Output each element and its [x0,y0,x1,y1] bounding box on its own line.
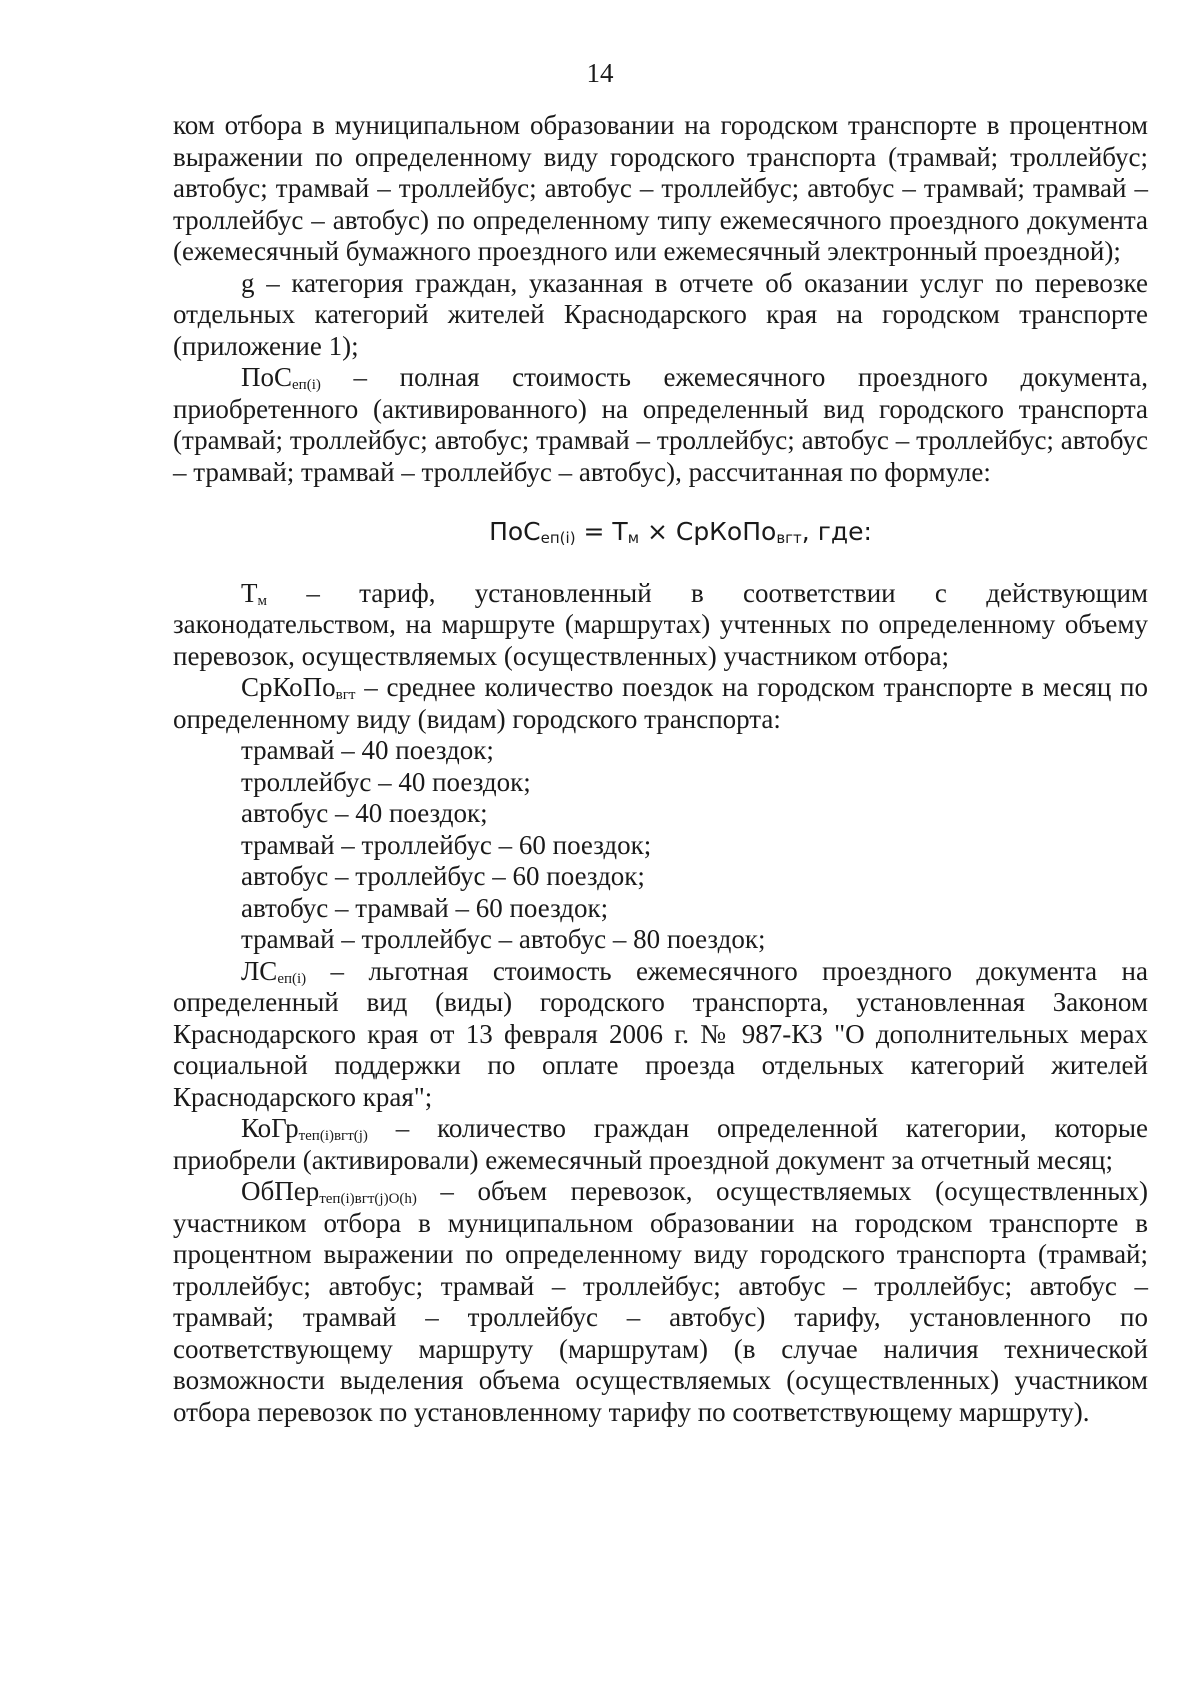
symbol-kogr-subscript: теп(i)вгт(j) [298,1128,368,1144]
formula-lhs-subscript: еп(i) [540,529,576,547]
list-item: автобус – троллейбус – 60 поездок; [241,861,645,891]
symbol-tm-subscript: м [257,592,267,609]
formula-rhs-subscript: вгт [776,529,802,547]
symbol-tm: Т [241,577,258,608]
symbol-kogr: КоГр [241,1113,299,1143]
formula-times: × СрКоПо [639,517,777,546]
list-item: автобус – 40 поездок; [241,798,488,828]
definition-tm [173,578,1148,673]
definition-text: – тариф, установленный в соответствии с действующим законодательством, на маршруте (маршрутах) учтенных по определенному объему перевозок, осуществляемых (осуществленных) участником отбора; [173,577,1148,671]
definition-text: – категория граждан, указанная в отчете об оказании услуг по перевозке отдельных категорий жителей Краснодарского края на городском транспорте (приложение 1); [173,267,1148,361]
list-item: трамвай – 40 поездок; [241,735,494,765]
definition-posep [173,362,1148,488]
page-number: 14 [586,58,614,88]
definition-text: – объем перевозок, осуществляемых (осуществленных) участником отбора в муниципальном образовании на городском транспорте в процентном выражении по определенному виду городского транспорта (трамвай; троллейбус; автобус; трамвай – троллейбус; автобус – троллейбус; автобус – трамвай; трамвай – троллейбус – автобус) тарифу, установленного по соответствующему маршруту (маршрутам) (в случае наличия технической возможности выделения объема осуществляемых (осуществленных) участником отбора перевозок по установленному тарифу по соответствующему маршруту). [173,1176,1148,1427]
symbol-posep-subscript: еп(i) [292,377,321,393]
formula-equals-t: = Т [575,517,628,546]
definition-text: – количество граждан определенной категории, которые приобрели (активировали) ежемесячный проездной документ за отчетный месяц; [173,1113,1148,1175]
formula-lhs: ПоС [489,517,541,546]
formula-t-subscript: м [627,529,640,547]
symbol-obper: ОбПер [241,1176,320,1206]
list-item: троллейбус – 40 поездок; [241,766,531,797]
paragraph-text: ком отбора в муниципальном образовании на городском транспорте в процентном выражении по определенному виду городского транспорта (трамвай; троллейбус; автобус; трамвай – троллейбус; автобус – троллейбус; автобус – трамвай; трамвай – троллейбус – автобус) по определенному типу ежемесячного проездного документа (ежемесячный бумажного проездного или ежемесячный электронный проездной); [173,110,1148,266]
symbol-lsep-subscript: еп(i) [277,970,307,987]
definition-text: – среднее количество поездок на городском транспорте в месяц по определенному виду (видам) городского транспорта: [173,672,1148,734]
symbol-srkopo: СрКоПо [241,672,336,702]
definition-g [173,268,1148,363]
paragraph-continuation [173,110,1148,268]
list-item: трамвай – троллейбус – автобус – 80 поездок; [241,924,766,954]
symbol-lsep: ЛС [241,955,278,986]
trips-list [173,735,1148,956]
definition-kogr [173,1113,1148,1176]
list-item: трамвай – троллейбус – 60 поездок; [241,829,652,860]
formula-tail: , где: [801,517,872,546]
definition-text: – льготная стоимость ежемесячного проездного документа на определенный вид (виды) городского транспорта, установленная Законом Краснодарского края от 13 февраля 2006 г. № 987-КЗ "О дополнительных мерах социальной поддержки по оплате проезда отдельных категорий жителей Краснодарского края"; [173,955,1148,1112]
definition-obper [173,1176,1148,1428]
definition-lsep [173,956,1148,1114]
definition-text: – полная стоимость ежемесячного проездного документа, приобретенного (активированного) на определенный вид городского транспорта (трамвай; троллейбус; автобус; трамвай – троллейбус; автобус – троллейбус; автобус – трамвай; трамвай – троллейбус – автобус), рассчитанная по формуле: [173,362,1148,487]
symbol-g: g [241,267,255,298]
formula [173,516,1148,548]
definition-srkopo [173,672,1148,735]
symbol-posep: ПоС [241,362,293,392]
list-item: автобус – трамвай – 60 поездок; [241,892,609,923]
document-body [173,110,1148,1428]
symbol-srkopo-subscript: вгт [335,687,356,703]
symbol-obper-subscript: теп(i)вгт(j)О(h) [319,1191,417,1207]
